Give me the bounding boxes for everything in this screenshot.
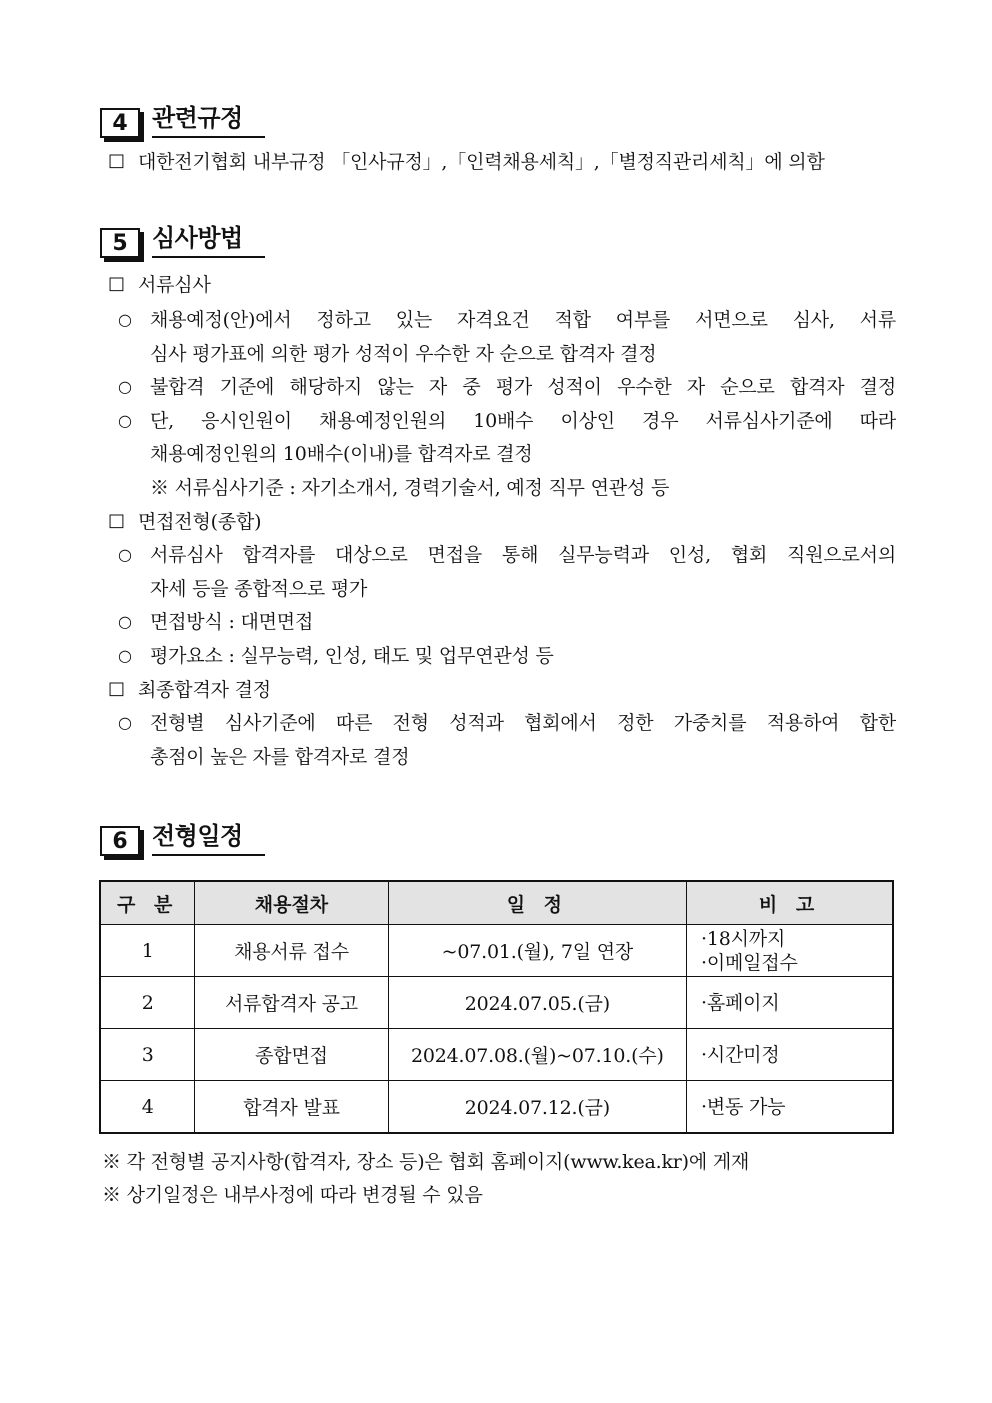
interview-item-3: 평가요소 : 실무능력, 인성, 태도 및 업무연관성 등 [150,645,554,667]
row-number: 4 [100,1081,195,1134]
schedule-footnote-2: ※ 상기일정은 내부사정에 따라 변경될 수 있음 [102,1184,483,1206]
document-review-item-3-line1: 단, 응시인원이 채용예정인원의 10배수 이상인 경우 서류심사기준에 따라 [150,410,896,432]
row-note-line: ·이메일접수 [701,951,798,974]
column-header: 구 분 [100,881,195,925]
row-note [687,925,893,977]
square-bullet-icon: □ [108,678,126,699]
document-review-item-3-line2: 채용예정인원의 10배수(이내)를 합격자로 결정 [150,443,533,465]
circle-bullet-icon: ○ [118,310,132,329]
row-note: ·홈페이지 [687,977,893,1029]
row-step: 합격자 발표 [195,1081,388,1134]
document-review-criteria-note: ※ 서류심사기준 : 자기소개서, 경력기술서, 예정 직무 연관성 등 [150,477,670,499]
circle-bullet-icon: ○ [118,713,132,732]
row-step: 채용서류 접수 [195,925,388,977]
interview-item-1-line1: 서류심사 합격자를 대상으로 면접을 통해 실무능력과 인성, 협회 직원으로서의 [150,544,896,566]
row-note: ·변동 가능 [687,1081,893,1134]
row-number: 1 [100,925,195,977]
interview-heading: 면접전형(종합) [138,511,262,533]
document-review-item-1-line2: 심사 평가표에 의한 평가 성적이 우수한 자 순으로 합격자 결정 [150,343,657,365]
final-decision-item-1-line2: 총점이 높은 자를 합격자로 결정 [150,746,410,768]
table-row [100,1029,893,1081]
circle-bullet-icon: ○ [118,377,132,396]
circle-bullet-icon: ○ [118,545,132,564]
document-review-item-1-line1: 채용예정(안)에서 정하고 있는 자격요건 적합 여부를 서면으로 심사, 서류 [150,309,896,331]
row-step: 종합면접 [195,1029,388,1081]
section-title: 전형일정 [152,820,265,856]
row-date: 2024.07.12.(금) [388,1081,686,1134]
row-note-line: ·18시까지 [701,927,786,950]
interview-item-1-line2: 자세 등을 종합적으로 평가 [150,578,368,600]
section-number-box: 6 [100,826,140,856]
column-header: 채용절차 [195,881,388,925]
section-title: 심사방법 [152,222,265,258]
circle-bullet-icon: ○ [118,411,132,430]
square-bullet-icon: □ [108,510,126,531]
circle-bullet-icon: ○ [118,612,132,631]
document-review-item-2-line1: 불합격 기준에 해당하지 않는 자 중 평가 성적이 우수한 자 순으로 합격자 결정 [150,376,896,398]
row-number: 3 [100,1029,195,1081]
table-row [100,977,893,1029]
schedule-table [99,880,894,1134]
final-decision-item-1-line1: 전형별 심사기준에 따른 전형 성적과 협회에서 정한 가중치를 적용하여 합한 [150,712,896,734]
row-note: ·시간미정 [687,1029,893,1081]
row-step: 서류합격자 공고 [195,977,388,1029]
section-title: 관련규정 [152,102,265,138]
regulation-text: 대한전기협회 내부규정 「인사규정」,「인력채용세칙」,「별정직관리세칙」에 의함 [138,151,825,173]
schedule-footnote-1: ※ 각 전형별 공지사항(합격자, 장소 등)은 협회 홈페이지(www.kea.kr)에 게재 [102,1151,750,1173]
square-bullet-icon: □ [108,150,126,171]
document-review-heading: 서류심사 [138,274,211,296]
table-row [100,1081,893,1134]
column-header: 비 고 [687,881,893,925]
section-number-box: 5 [100,228,140,258]
row-date: ~07.01.(월), 7일 연장 [388,925,686,977]
section-6-heading [100,820,265,856]
row-number: 2 [100,977,195,1029]
section-number-box: 4 [100,108,140,138]
circle-bullet-icon: ○ [118,646,132,665]
row-date: 2024.07.05.(금) [388,977,686,1029]
column-header: 일 정 [388,881,686,925]
square-bullet-icon: □ [108,273,126,294]
table-header-row [100,881,893,925]
section-5-heading [100,222,265,258]
row-date: 2024.07.08.(월)~07.10.(수) [388,1029,686,1081]
table-row [100,925,893,977]
final-decision-heading: 최종합격자 결정 [138,679,271,701]
section-4-heading [100,102,265,138]
interview-item-2: 면접방식 : 대면면접 [150,611,314,633]
